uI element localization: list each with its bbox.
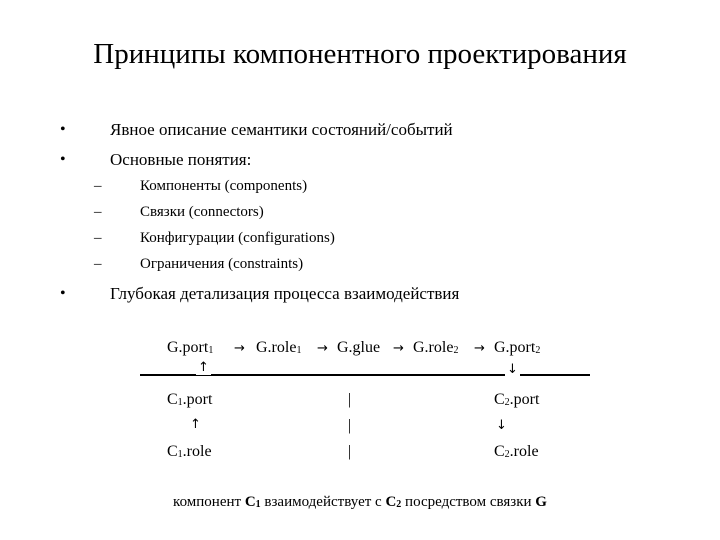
bullet-deep-detailing: Глубокая детализация процесса взаимодействия [110,284,460,303]
diagram-separator: | [348,443,352,460]
diagram-c2-role: C2.role [494,443,539,460]
bullet-marker: • [60,121,66,138]
dash-marker: – [94,256,102,272]
dash-marker: – [94,230,102,246]
up-arrow-icon: ↑ [190,417,201,432]
diagram-caption: компонент C1 взаимодействует с C2 посредством связки G [173,494,547,510]
bullet-marker: • [60,285,66,302]
down-arrow-icon: ↓ [507,362,518,377]
diagram-separator: | [348,417,352,434]
right-arrow-icon: → [234,341,245,356]
bullet-basic-concepts: Основные понятия: [110,150,252,169]
diagram-c1-port: C1.port [167,391,213,408]
subitem-constraints: Ограничения (constraints) [140,256,304,272]
down-arrow-icon: ↓ [496,418,507,433]
diagram-c2-port: C2.port [494,391,540,408]
subitem-components: Компоненты (components) [140,178,308,194]
right-arrow-icon: → [474,341,485,356]
page-title: Принципы компонентного проектирования [93,38,627,70]
subitem-configurations: Конфигурации (configurations) [140,230,335,246]
diagram-g-role2: G.role2 [413,339,459,356]
up-arrow-icon: ↑ [198,360,209,375]
diagram-g-port2: G.port2 [494,339,541,356]
diagram-g-port1: G.port1 [167,339,214,356]
diagram-g-glue: G.glue [337,339,381,356]
diagram-g-role1: G.role1 [256,339,302,356]
bullet-marker: • [60,151,66,168]
diagram-separator: | [348,391,352,408]
bullet-explicit-semantics: Явное описание семантики состояний/событий [110,120,453,139]
dash-marker: – [94,204,102,220]
subitem-connectors: Связки (connectors) [140,204,264,220]
right-arrow-icon: → [317,341,328,356]
right-arrow-icon: → [393,341,404,356]
diagram-c1-role: C1.role [167,443,212,460]
dash-marker: – [94,178,102,194]
